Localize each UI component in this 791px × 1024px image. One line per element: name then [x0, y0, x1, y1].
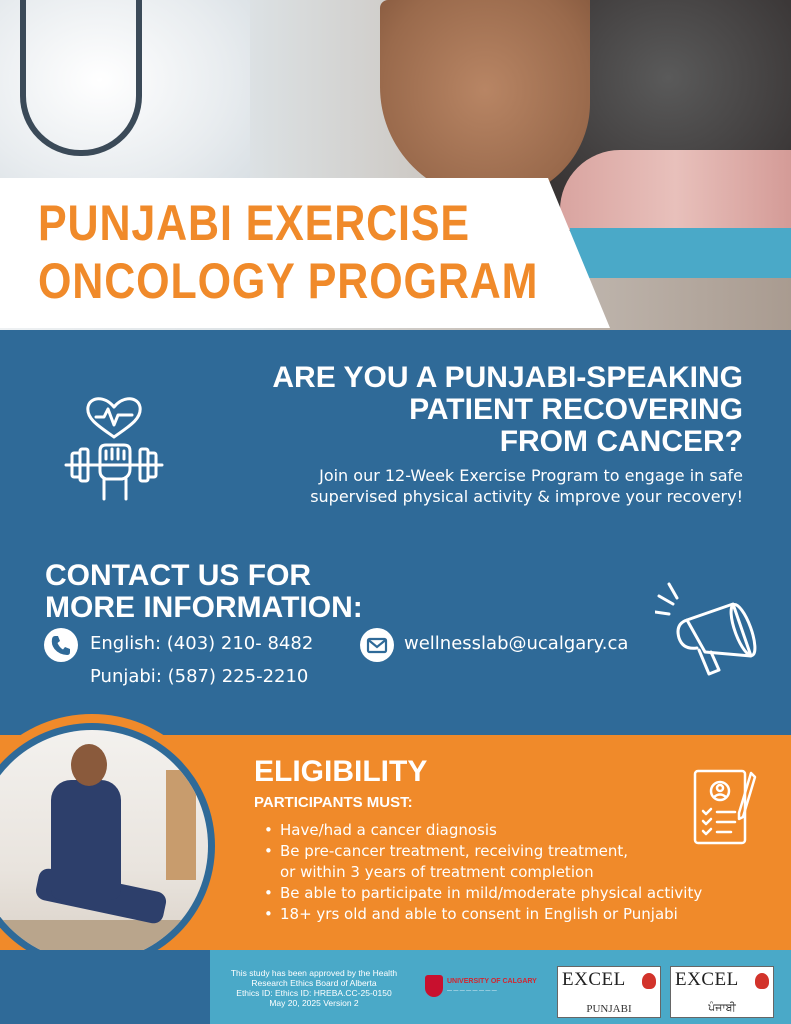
stethoscope — [20, 0, 142, 156]
description-line-1: Join our 12-Week Exercise Program to engage in safe — [319, 466, 743, 485]
mail-icon — [360, 628, 394, 662]
title-line-2: ONCOLOGY PROGRAM — [38, 253, 539, 309]
eligibility-subheading: PARTICIPANTS MUST: — [254, 794, 413, 811]
list-item: • Be pre-cancer treatment, receiving treatment, or within 3 years of treatment completion — [262, 841, 702, 883]
title-line-1: PUNJABI EXERCISE — [38, 195, 470, 251]
flame-icon — [642, 973, 656, 989]
contact-line-2: MORE INFORMATION: — [45, 591, 363, 624]
excel-wordmark: EXCEL — [562, 969, 626, 990]
program-description — [310, 465, 743, 507]
university-name: UNIVERSITY OF CALGARY — [447, 978, 537, 985]
patient-face — [380, 0, 590, 200]
phone-icon — [44, 628, 78, 662]
university-subline: — — — — — — — — — [447, 988, 497, 994]
email-link[interactable]: wellnesslab@ucalgary.ca — [404, 633, 629, 654]
university-of-calgary-logo — [425, 975, 547, 1001]
excel-language-label: PUNJABI — [586, 1003, 632, 1015]
checklist-document-icon — [693, 767, 757, 847]
excel-wordmark: EXCEL — [675, 969, 739, 990]
eligibility-list — [262, 820, 702, 925]
eligibility-heading: ELIGIBILITY — [254, 755, 428, 788]
ethics-approval-text: This study has been approved by the Health Research Ethics Board of Alberta Ethics ID: Ethics ID: HREBA.CC-25-0150 May 20, 2025 Version 2 — [230, 968, 398, 1008]
megaphone-icon — [655, 582, 770, 682]
flame-icon — [755, 973, 769, 989]
patient-scarf — [560, 150, 791, 230]
excel-gurmukhi-logo — [670, 966, 774, 1018]
university-crest-icon — [425, 975, 443, 997]
excel-punjabi-logo — [557, 966, 661, 1018]
contact-line-1: CONTACT US FOR — [45, 559, 312, 592]
question-line-2: PATIENT RECOVERING — [409, 393, 743, 426]
teal-accent-band — [570, 228, 791, 278]
english-phone-link[interactable]: English: (403) 210- 8482 — [90, 633, 314, 654]
punjabi-phone-link[interactable]: Punjabi: (587) 225-2210 — [90, 666, 309, 687]
photo-shelf — [166, 770, 196, 880]
list-item: • Be able to participate in mild/moderate physical activity — [262, 883, 702, 904]
list-item: • Have/had a cancer diagnosis — [262, 820, 702, 841]
excel-language-label: ਪੰਜਾਬੀ — [708, 1002, 736, 1014]
question-line-1: ARE YOU A PUNJABI-SPEAKING — [272, 361, 743, 394]
contact-heading — [45, 560, 363, 624]
question-heading — [272, 362, 743, 458]
page-title — [38, 194, 538, 310]
photo-man-body — [51, 780, 121, 900]
question-line-3: FROM CANCER? — [499, 425, 743, 458]
description-line-2: supervised physical activity & improve your recovery! — [310, 487, 743, 506]
photo-man-head — [71, 744, 107, 786]
heart-dumbbell-icon — [60, 395, 168, 505]
list-item: • 18+ yrs old and able to consent in English or Punjabi — [262, 904, 702, 925]
